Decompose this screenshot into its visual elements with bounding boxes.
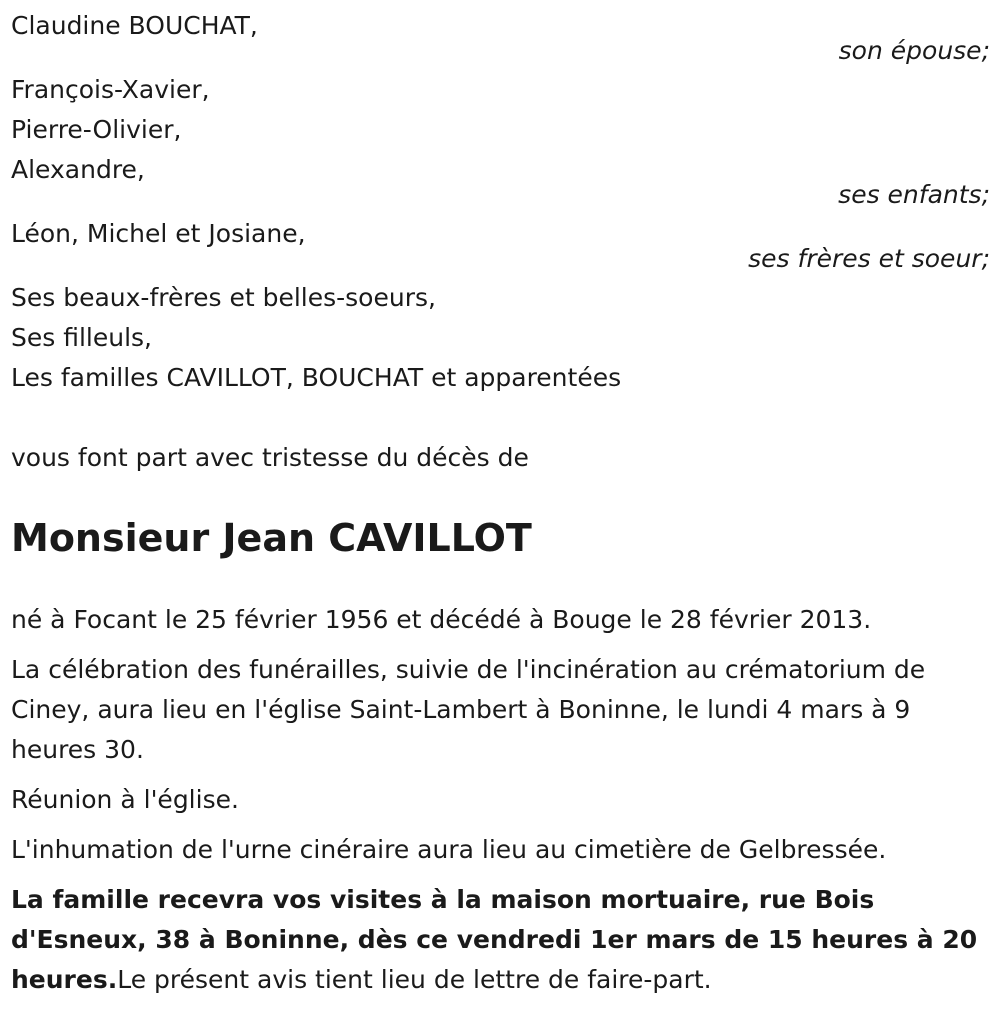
child-name: François-Xavier, — [11, 75, 210, 104]
visits-paragraph — [11, 880, 990, 1000]
child-name: Pierre-Olivier, — [11, 115, 182, 144]
children-role: ses enfants; — [838, 180, 990, 209]
spouse-role: son épouse; — [838, 36, 990, 65]
spouse-name: Claudine BOUCHAT, — [11, 11, 258, 40]
children-block — [11, 70, 990, 208]
ceremony-text: La célébration des funérailles, suivie de l'incinération au crématorium de Ciney, aura lieu en l'église Saint-Lambert à Boninne, le lundi 4 mars à 9 heures 30. — [11, 655, 926, 764]
deceased-name: Monsieur Jean CAVILLOT — [11, 516, 532, 560]
relatives-line: Ses filleuls, — [11, 323, 153, 352]
burial-text: L'inhumation de l'urne cinéraire aura lieu au cimetière de Gelbressée. — [11, 835, 887, 864]
siblings-role: ses frères et soeur; — [748, 244, 990, 273]
relatives-line: Les familles CAVILLOT, BOUCHAT et apparentées — [11, 363, 622, 392]
siblings-names: Léon, Michel et Josiane, — [11, 219, 306, 248]
meeting-text: Réunion à l'église. — [11, 785, 239, 814]
spouse-block — [11, 6, 990, 64]
other-relatives-block — [11, 278, 990, 398]
birth-death-text: né à Focant le 25 février 1956 et décédé à Bouge le 28 février 2013. — [11, 605, 872, 634]
announcement-text: vous font part avec tristesse du décès de — [11, 443, 529, 472]
relatives-line: Ses beaux-frères et belles-soeurs, — [11, 283, 436, 312]
siblings-block — [11, 214, 990, 272]
visits-info: La famille recevra vos visites à la maison mortuaire, rue Bois d'Esneux, 38 à Boninne, dès ce vendredi 1er mars de 15 heures à 20 heures. — [11, 885, 978, 994]
child-name: Alexandre, — [11, 155, 145, 184]
faire-part-note: Le présent avis tient lieu de lettre de faire-part. — [117, 965, 712, 994]
